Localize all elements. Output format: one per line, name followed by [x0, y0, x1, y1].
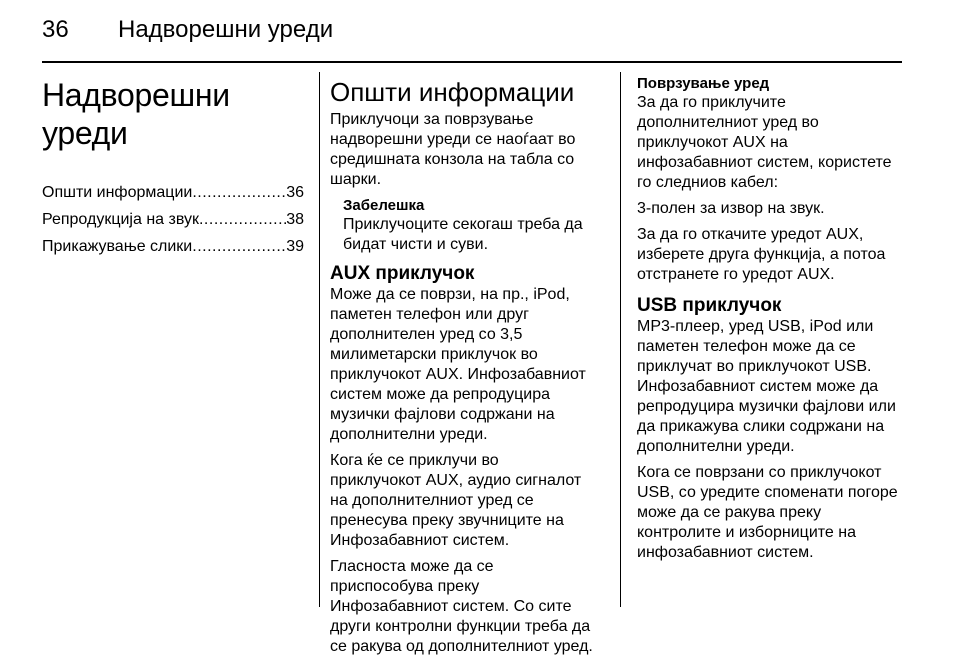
note-title: Забелешка — [343, 197, 425, 214]
aux-heading: AUX приклучок — [330, 263, 475, 284]
toc-leader-dots — [192, 236, 286, 258]
connect-heading: Поврзување уред — [637, 75, 770, 92]
running-header-title: Надворешни уреди — [118, 16, 334, 43]
connect-paragraph: За да го откачите уредот AUX, изберете друга функција, а потоа отстранете го уредот AUX. — [637, 226, 886, 283]
toc-entry[interactable] — [42, 182, 304, 204]
toc-entry-page: 39 — [286, 238, 304, 255]
toc-entry-label: Репродукција на звук — [42, 211, 199, 228]
section-title: Општи информации — [330, 77, 575, 107]
note-box — [343, 196, 605, 255]
aux-paragraph: Гласноста може да се приспособува преку Инфозабавниот систем. Со сите други контролни функции треба да се ракува од дополнителниот уред. — [330, 558, 593, 655]
aux-paragraph: Може да се поврзи, на пр., iPod, паметен телефон или друг дополнителен уред со 3,5 милиметарски приклучок во приклучокот AUX. Инфозабавниот систем може да репродуцира музички фајлови содржани на дополнителни уреди. — [330, 286, 586, 443]
usb-heading: USB приклучок — [637, 295, 782, 316]
toc-entry[interactable] — [42, 236, 304, 258]
intro-paragraph: Приклучоци за поврзување надворешни уреди се наоѓаат во средишната конзола на табла со шарки. — [330, 111, 576, 188]
toc-column — [42, 72, 304, 263]
connect-paragraph: 3-полен за извор на звук. — [637, 200, 825, 217]
toc-entry[interactable] — [42, 209, 304, 231]
connect-paragraph: За да го приклучите дополнителниот уред во приклучокот AUX на инфозабавниот систем, користете го следниов кабел: — [637, 94, 892, 191]
column-divider-right — [620, 72, 621, 607]
chapter-title: Надворешни уреди — [42, 77, 230, 151]
page-number: 36 — [42, 16, 69, 43]
toc-leader-dots — [199, 209, 286, 231]
connection-column — [637, 72, 907, 569]
column-divider-left — [319, 72, 320, 607]
toc-entry-label: Прикажување слики — [42, 238, 193, 255]
toc-entry-page: 38 — [286, 211, 304, 228]
header-divider — [42, 61, 902, 63]
usb-paragraph: MP3-плеер, уред USB, iPod или паметен телефон може да се приклучат во приклучокот USB. Инфозабавниот систем може да репродуцира музички фајлови или да прикажува слики содржани на дополнителни уреди. — [637, 318, 896, 455]
general-info-column — [330, 72, 605, 663]
toc-leader-dots — [192, 182, 286, 204]
toc-entry-page: 36 — [286, 184, 304, 201]
aux-paragraph: Кога ќе се приклучи во приклучокот AUX, аудио сигналот на дополнителниот уред се пренесува преку звучниците на Инфозабавниот систем. — [330, 452, 582, 549]
toc-entry-label: Општи информации — [42, 184, 193, 201]
note-text: Приклучоците секогаш треба да бидат чисти и суви. — [343, 216, 583, 253]
usb-paragraph: Кога се поврзани со приклучокот USB, со уредите споменати погоре може да се ракува преку контролите и изборниците на инфозабавниот систем. — [637, 464, 898, 561]
